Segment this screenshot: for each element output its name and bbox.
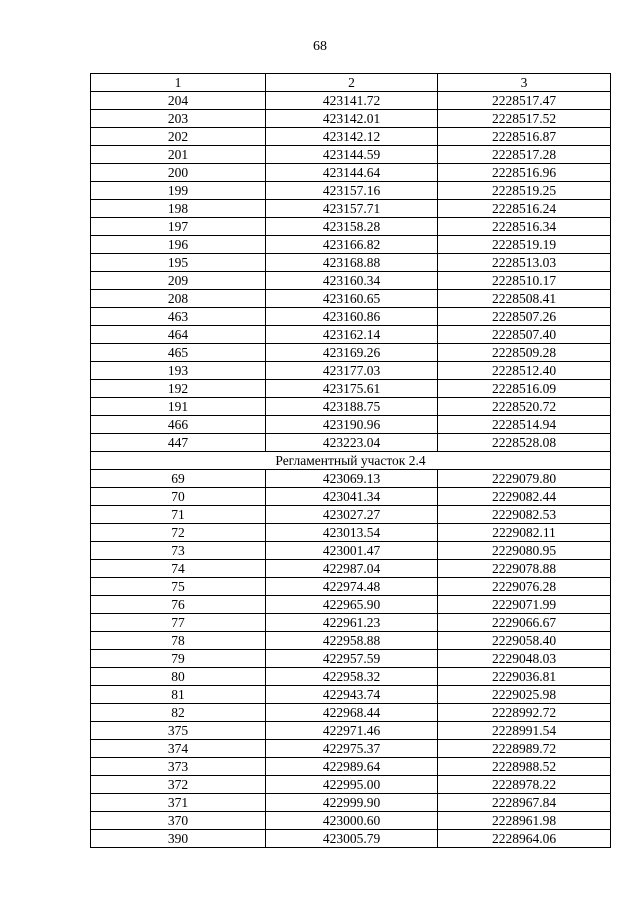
table-row xyxy=(91,560,611,578)
point-number-cell: 208 xyxy=(91,290,266,308)
y-coordinate-cell: 2228507.26 xyxy=(438,308,611,326)
table-row xyxy=(91,470,611,488)
y-coordinate-cell: 2229076.28 xyxy=(438,578,611,596)
table-row xyxy=(91,272,611,290)
table-row xyxy=(91,668,611,686)
point-number-cell: 197 xyxy=(91,218,266,236)
point-number-cell: 191 xyxy=(91,398,266,416)
x-coordinate-cell: 423005.79 xyxy=(266,830,438,848)
point-number-cell: 390 xyxy=(91,830,266,848)
x-coordinate-cell: 423160.34 xyxy=(266,272,438,290)
point-number-cell: 74 xyxy=(91,560,266,578)
point-number-cell: 464 xyxy=(91,326,266,344)
x-coordinate-cell: 423160.86 xyxy=(266,308,438,326)
table-row xyxy=(91,200,611,218)
point-number-cell: 373 xyxy=(91,758,266,776)
header-row xyxy=(91,74,611,92)
coordinates-table xyxy=(90,73,611,848)
x-coordinate-cell: 423013.54 xyxy=(266,524,438,542)
x-coordinate-cell: 423027.27 xyxy=(266,506,438,524)
y-coordinate-cell: 2228516.09 xyxy=(438,380,611,398)
point-number-cell: 76 xyxy=(91,596,266,614)
table-row xyxy=(91,812,611,830)
table-row xyxy=(91,758,611,776)
point-number-cell: 195 xyxy=(91,254,266,272)
x-coordinate-cell: 423142.12 xyxy=(266,128,438,146)
point-number-cell: 201 xyxy=(91,146,266,164)
table-row xyxy=(91,398,611,416)
x-coordinate-cell: 422957.59 xyxy=(266,650,438,668)
point-number-cell: 80 xyxy=(91,668,266,686)
y-coordinate-cell: 2228967.84 xyxy=(438,794,611,812)
table-row xyxy=(91,434,611,452)
y-coordinate-cell: 2228507.40 xyxy=(438,326,611,344)
y-coordinate-cell: 2228989.72 xyxy=(438,740,611,758)
section-heading: Регламентный участок 2.4 xyxy=(91,452,611,470)
y-coordinate-cell: 2229082.53 xyxy=(438,506,611,524)
y-coordinate-cell: 2228516.34 xyxy=(438,218,611,236)
table-header xyxy=(91,74,611,92)
x-coordinate-cell: 422987.04 xyxy=(266,560,438,578)
x-coordinate-cell: 422961.23 xyxy=(266,614,438,632)
y-coordinate-cell: 2229071.99 xyxy=(438,596,611,614)
x-coordinate-cell: 423160.65 xyxy=(266,290,438,308)
point-number-cell: 202 xyxy=(91,128,266,146)
table-row xyxy=(91,614,611,632)
table-row xyxy=(91,740,611,758)
point-number-cell: 465 xyxy=(91,344,266,362)
y-coordinate-cell: 2228516.24 xyxy=(438,200,611,218)
y-coordinate-cell: 2229048.03 xyxy=(438,650,611,668)
point-number-cell: 69 xyxy=(91,470,266,488)
point-number-cell: 204 xyxy=(91,92,266,110)
point-number-cell: 371 xyxy=(91,794,266,812)
x-coordinate-cell: 423169.26 xyxy=(266,344,438,362)
y-coordinate-cell: 2228516.96 xyxy=(438,164,611,182)
column-header: 1 xyxy=(91,74,266,92)
x-coordinate-cell: 423168.88 xyxy=(266,254,438,272)
point-number-cell: 198 xyxy=(91,200,266,218)
table-row xyxy=(91,290,611,308)
table-row xyxy=(91,488,611,506)
column-header: 3 xyxy=(438,74,611,92)
y-coordinate-cell: 2229082.11 xyxy=(438,524,611,542)
point-number-cell: 75 xyxy=(91,578,266,596)
table-row xyxy=(91,128,611,146)
table-row xyxy=(91,650,611,668)
y-coordinate-cell: 2228961.98 xyxy=(438,812,611,830)
x-coordinate-cell: 422943.74 xyxy=(266,686,438,704)
table-body xyxy=(91,92,611,848)
x-coordinate-cell: 423190.96 xyxy=(266,416,438,434)
table-row xyxy=(91,380,611,398)
x-coordinate-cell: 423223.04 xyxy=(266,434,438,452)
point-number-cell: 70 xyxy=(91,488,266,506)
point-number-cell: 203 xyxy=(91,110,266,128)
table-row xyxy=(91,110,611,128)
point-number-cell: 73 xyxy=(91,542,266,560)
y-coordinate-cell: 2229036.81 xyxy=(438,668,611,686)
point-number-cell: 466 xyxy=(91,416,266,434)
point-number-cell: 71 xyxy=(91,506,266,524)
y-coordinate-cell: 2229025.98 xyxy=(438,686,611,704)
table-row xyxy=(91,686,611,704)
table-row xyxy=(91,704,611,722)
x-coordinate-cell: 423001.47 xyxy=(266,542,438,560)
x-coordinate-cell: 423144.59 xyxy=(266,146,438,164)
y-coordinate-cell: 2229079.80 xyxy=(438,470,611,488)
y-coordinate-cell: 2229066.67 xyxy=(438,614,611,632)
table-row xyxy=(91,308,611,326)
x-coordinate-cell: 422989.64 xyxy=(266,758,438,776)
x-coordinate-cell: 423177.03 xyxy=(266,362,438,380)
point-number-cell: 72 xyxy=(91,524,266,542)
x-coordinate-cell: 422958.32 xyxy=(266,668,438,686)
x-coordinate-cell: 422974.48 xyxy=(266,578,438,596)
x-coordinate-cell: 423144.64 xyxy=(266,164,438,182)
x-coordinate-cell: 423069.13 xyxy=(266,470,438,488)
x-coordinate-cell: 423157.71 xyxy=(266,200,438,218)
table-row xyxy=(91,164,611,182)
y-coordinate-cell: 2229082.44 xyxy=(438,488,611,506)
y-coordinate-cell: 2228509.28 xyxy=(438,344,611,362)
point-number-cell: 77 xyxy=(91,614,266,632)
y-coordinate-cell: 2228517.28 xyxy=(438,146,611,164)
table-row xyxy=(91,578,611,596)
y-coordinate-cell: 2228517.52 xyxy=(438,110,611,128)
x-coordinate-cell: 422975.37 xyxy=(266,740,438,758)
y-coordinate-cell: 2228991.54 xyxy=(438,722,611,740)
x-coordinate-cell: 423166.82 xyxy=(266,236,438,254)
x-coordinate-cell: 423142.01 xyxy=(266,110,438,128)
table-row xyxy=(91,506,611,524)
table-row xyxy=(91,776,611,794)
y-coordinate-cell: 2229080.95 xyxy=(438,542,611,560)
table-row xyxy=(91,596,611,614)
x-coordinate-cell: 422999.90 xyxy=(266,794,438,812)
point-number-cell: 192 xyxy=(91,380,266,398)
point-number-cell: 78 xyxy=(91,632,266,650)
x-coordinate-cell: 423175.61 xyxy=(266,380,438,398)
y-coordinate-cell: 2228520.72 xyxy=(438,398,611,416)
table-row xyxy=(91,362,611,380)
x-coordinate-cell: 423141.72 xyxy=(266,92,438,110)
y-coordinate-cell: 2228510.17 xyxy=(438,272,611,290)
table-row xyxy=(91,326,611,344)
column-header: 2 xyxy=(266,74,438,92)
table-row xyxy=(91,344,611,362)
y-coordinate-cell: 2228508.41 xyxy=(438,290,611,308)
y-coordinate-cell: 2228519.19 xyxy=(438,236,611,254)
table-row xyxy=(91,722,611,740)
y-coordinate-cell: 2228992.72 xyxy=(438,704,611,722)
y-coordinate-cell: 2228514.94 xyxy=(438,416,611,434)
table-row xyxy=(91,146,611,164)
x-coordinate-cell: 422965.90 xyxy=(266,596,438,614)
point-number-cell: 374 xyxy=(91,740,266,758)
page-number: 68 xyxy=(313,39,327,54)
table-row xyxy=(91,254,611,272)
point-number-cell: 463 xyxy=(91,308,266,326)
table-row xyxy=(91,92,611,110)
y-coordinate-cell: 2229078.88 xyxy=(438,560,611,578)
point-number-cell: 370 xyxy=(91,812,266,830)
table-row xyxy=(91,182,611,200)
table-row xyxy=(91,236,611,254)
table-row xyxy=(91,632,611,650)
point-number-cell: 447 xyxy=(91,434,266,452)
x-coordinate-cell: 423162.14 xyxy=(266,326,438,344)
x-coordinate-cell: 423158.28 xyxy=(266,218,438,236)
section-row xyxy=(91,452,611,470)
y-coordinate-cell: 2228512.40 xyxy=(438,362,611,380)
point-number-cell: 81 xyxy=(91,686,266,704)
table-row xyxy=(91,218,611,236)
point-number-cell: 79 xyxy=(91,650,266,668)
y-coordinate-cell: 2228988.52 xyxy=(438,758,611,776)
y-coordinate-cell: 2228517.47 xyxy=(438,92,611,110)
table-row xyxy=(91,542,611,560)
y-coordinate-cell: 2228964.06 xyxy=(438,830,611,848)
x-coordinate-cell: 422968.44 xyxy=(266,704,438,722)
x-coordinate-cell: 423157.16 xyxy=(266,182,438,200)
point-number-cell: 193 xyxy=(91,362,266,380)
y-coordinate-cell: 2228528.08 xyxy=(438,434,611,452)
x-coordinate-cell: 423041.34 xyxy=(266,488,438,506)
x-coordinate-cell: 423000.60 xyxy=(266,812,438,830)
point-number-cell: 196 xyxy=(91,236,266,254)
y-coordinate-cell: 2228513.03 xyxy=(438,254,611,272)
point-number-cell: 200 xyxy=(91,164,266,182)
x-coordinate-cell: 422958.88 xyxy=(266,632,438,650)
x-coordinate-cell: 422971.46 xyxy=(266,722,438,740)
point-number-cell: 199 xyxy=(91,182,266,200)
point-number-cell: 82 xyxy=(91,704,266,722)
table-row xyxy=(91,830,611,848)
point-number-cell: 375 xyxy=(91,722,266,740)
x-coordinate-cell: 423188.75 xyxy=(266,398,438,416)
y-coordinate-cell: 2228516.87 xyxy=(438,128,611,146)
table-row xyxy=(91,794,611,812)
point-number-cell: 372 xyxy=(91,776,266,794)
y-coordinate-cell: 2228519.25 xyxy=(438,182,611,200)
y-coordinate-cell: 2229058.40 xyxy=(438,632,611,650)
y-coordinate-cell: 2228978.22 xyxy=(438,776,611,794)
point-number-cell: 209 xyxy=(91,272,266,290)
table-row xyxy=(91,416,611,434)
table-row xyxy=(91,524,611,542)
x-coordinate-cell: 422995.00 xyxy=(266,776,438,794)
